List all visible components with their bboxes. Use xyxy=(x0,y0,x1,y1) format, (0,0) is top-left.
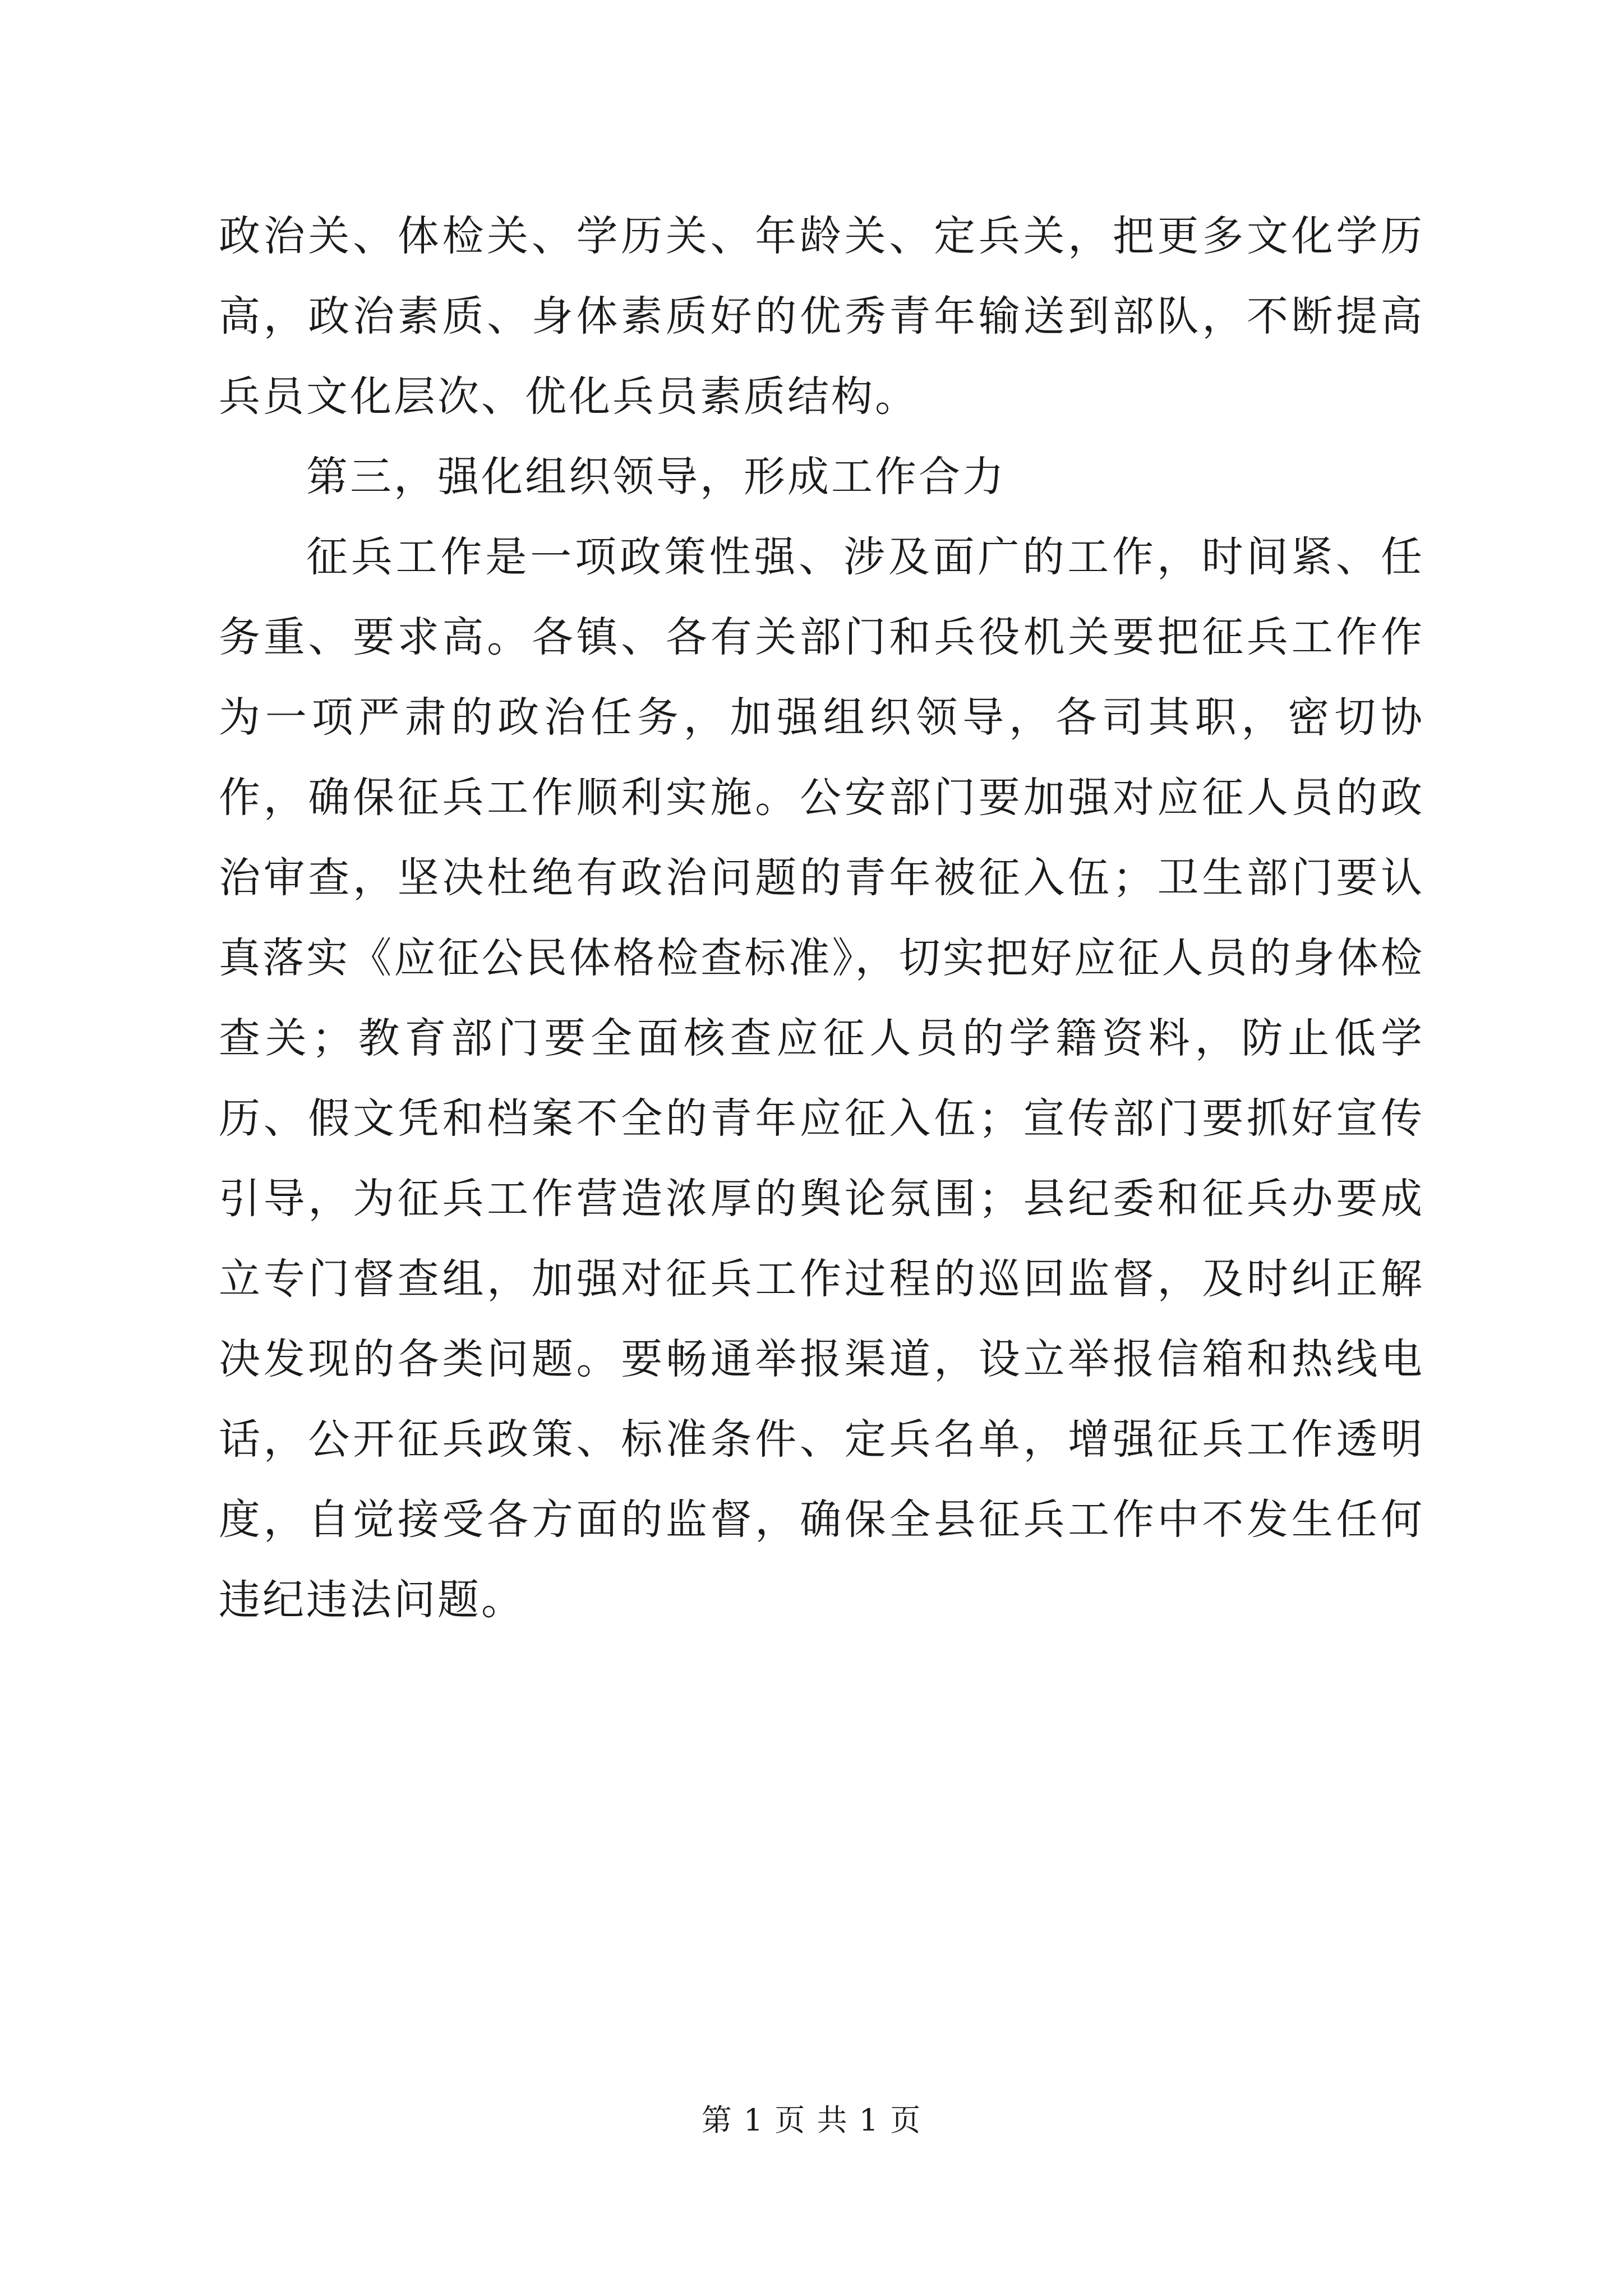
page-footer: 第 1 页 共 1 页 xyxy=(701,2102,922,2138)
paragraph-body: 征兵工作是一项政策性强、涉及面广的工作，时间紧、任务重、要求高。各镇、各有关部门和兵役机关要把征兵工作作为一项严肃的政治任务，加强组织领导，各司其职，密切协作，确保征兵工作顺利实施。公安部门要加强对应征人员的政治审查，坚决杜绝有政治问题的青年被征入伍；卫生部门要认真落实《应征公民体格检查标准》，切实把好应征人员的身体检查关；教育部门要全面核查应征人员的学籍资料，防止低学历、假文凭和档案不全的青年应征入伍；宣传部门要抓好宣传引导，为征兵工作营造浓厚的舆论氛围；县纪委和征兵办要成立专门督查组，加强对征兵工作过程的巡回监督，及时纠正解决发现的各类问题。要畅通举报渠道，设立举报信箱和热线电话，公开征兵政策、标准条件、定兵名单，增强征兵工作透明度，自觉接受各方面的监督，确保全县征兵工作中不发生任何违纪违法问题。 xyxy=(219,533,1424,1624)
paragraph-continuation: 政治关、体检关、学历关、年龄关、定兵关，把更多文化学历高，政治素质、身体素质好的优秀青年输送到部队，不断提高兵员文化层次、优化兵员素质结构。 xyxy=(219,212,1424,421)
section-heading-third: 第三，强化组织领导，形成工作合力 xyxy=(306,453,1006,501)
document-body xyxy=(219,196,1424,1640)
